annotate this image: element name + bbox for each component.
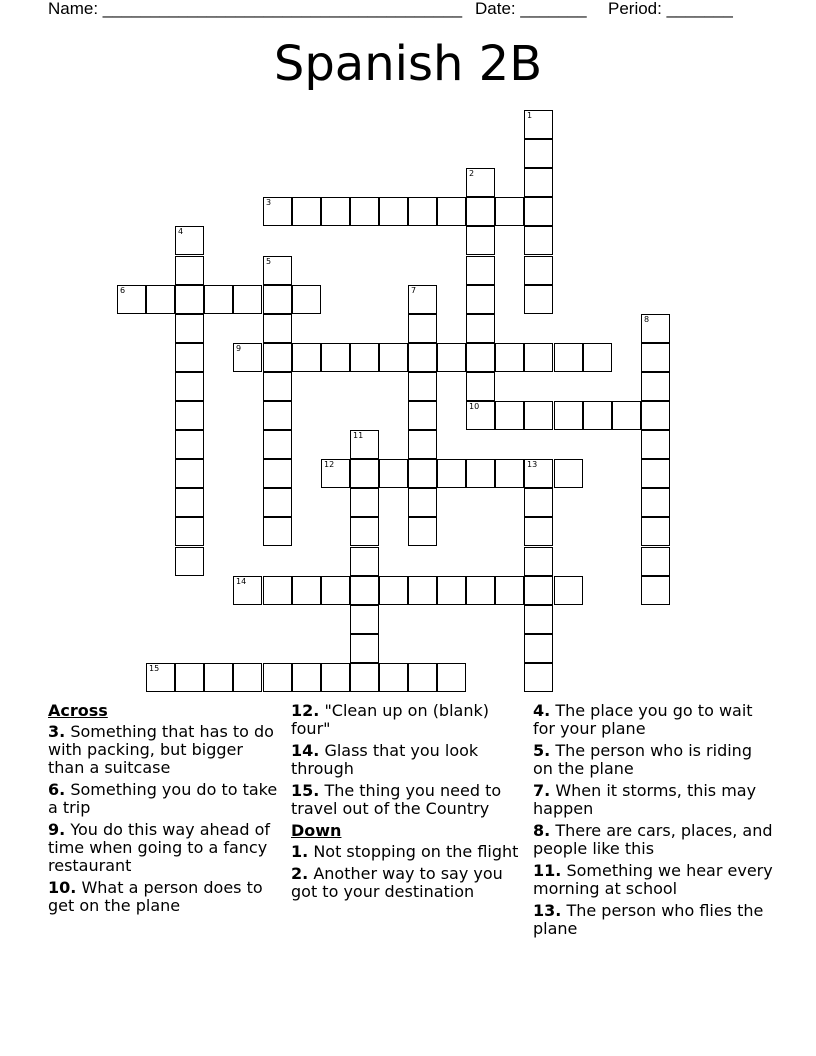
clue-down-1: 1. Not stopping on the flight (291, 842, 519, 861)
crossword-cell[interactable] (524, 139, 553, 168)
name-field[interactable]: Name: ______________________________________ (48, 0, 463, 18)
crossword-cell[interactable] (263, 576, 292, 605)
clue-number-label: 14 (236, 577, 247, 586)
crossword-cell[interactable] (466, 459, 495, 488)
crossword-cell[interactable] (554, 343, 583, 372)
crossword-cell[interactable] (263, 430, 292, 459)
crossword-cell[interactable] (263, 517, 292, 546)
crossword-cell[interactable] (146, 663, 175, 692)
crossword-cell[interactable] (175, 547, 204, 576)
crossword-cell[interactable] (641, 314, 670, 343)
clue-number-label: 6 (120, 286, 126, 295)
crossword-cell[interactable] (524, 663, 553, 692)
crossword-cell[interactable] (350, 663, 379, 692)
crossword-cell[interactable] (379, 459, 408, 488)
crossword-cell[interactable] (408, 517, 437, 546)
clue-down-11: 11. Something we hear every morning at school (533, 861, 773, 898)
crossword-cell[interactable] (350, 488, 379, 517)
clue-down-2: 2. Another way to say you got to your destination (291, 864, 503, 901)
crossword-cell[interactable] (495, 343, 524, 372)
clue-number-label: 13 (527, 460, 538, 469)
clue-number-label: 9 (236, 344, 242, 353)
crossword-cell[interactable] (408, 430, 437, 459)
clue-down-4: 4. The place you go to wait for your plane (533, 701, 753, 738)
clue-number-label: 15 (149, 664, 160, 673)
clue-across-9: 9. You do this way ahead of time when going to a fancy restaurant (48, 820, 270, 875)
crossword-cell[interactable] (524, 576, 553, 605)
crossword-cell[interactable] (524, 547, 553, 576)
crossword-cell[interactable] (321, 576, 350, 605)
crossword-cell[interactable] (408, 459, 437, 488)
clue-number-label: 2 (469, 169, 475, 178)
crossword-cell[interactable] (263, 459, 292, 488)
crossword-cell[interactable] (466, 372, 495, 401)
crossword-cell[interactable] (233, 663, 262, 692)
crossword-cell[interactable] (583, 343, 612, 372)
crossword-cell[interactable] (495, 459, 524, 488)
crossword-cell[interactable] (408, 314, 437, 343)
date-field[interactable]: Date: _______ (475, 0, 587, 18)
clue-across-3: 3. Something that has to do with packing, but bigger than a suitcase (48, 722, 274, 777)
crossword-cell[interactable] (641, 343, 670, 372)
clue-number-label: 8 (644, 315, 650, 324)
crossword-cell[interactable] (466, 256, 495, 285)
crossword-cell[interactable] (641, 430, 670, 459)
crossword-cell[interactable] (350, 343, 379, 372)
crossword-cell[interactable] (641, 576, 670, 605)
clue-across-15: 15. The thing you need to travel out of the Country (291, 781, 502, 818)
crossword-cell[interactable] (233, 285, 262, 314)
clue-number-label: 7 (411, 286, 417, 295)
crossword-cell[interactable] (495, 401, 524, 430)
crossword-cell[interactable] (175, 488, 204, 517)
crossword-cell[interactable] (350, 605, 379, 634)
crossword-cell[interactable] (321, 343, 350, 372)
crossword-cell[interactable] (146, 285, 175, 314)
clue-down-13: 13. The person who flies the plane (533, 901, 764, 938)
crossword-cell[interactable] (263, 663, 292, 692)
clue-column-3 (533, 702, 773, 942)
clue-down-8: 8. There are cars, places, and people like this (533, 821, 773, 858)
crossword-cell[interactable] (408, 663, 437, 692)
crossword-cell[interactable] (524, 168, 553, 197)
crossword-cell[interactable] (263, 256, 292, 285)
crossword-cell[interactable] (641, 488, 670, 517)
clue-number-label: 10 (469, 402, 480, 411)
crossword-cell[interactable] (175, 401, 204, 430)
crossword-cell[interactable] (175, 372, 204, 401)
crossword-cell[interactable] (583, 401, 612, 430)
crossword-cell[interactable] (263, 197, 292, 226)
crossword-cell[interactable] (524, 488, 553, 517)
crossword-cell[interactable] (524, 517, 553, 546)
crossword-cell[interactable] (437, 576, 466, 605)
period-field[interactable]: Period: _______ (608, 0, 733, 18)
clue-number-label: 3 (266, 198, 272, 207)
crossword-cell[interactable] (379, 343, 408, 372)
crossword-cell[interactable] (263, 401, 292, 430)
clue-number-label: 11 (353, 431, 364, 440)
crossword-cell[interactable] (408, 372, 437, 401)
crossword-cell[interactable] (321, 197, 350, 226)
crossword-cell[interactable] (175, 285, 204, 314)
crossword-cell[interactable] (641, 459, 670, 488)
crossword-cell[interactable] (554, 459, 583, 488)
crossword-cell[interactable] (408, 576, 437, 605)
crossword-cell[interactable] (437, 197, 466, 226)
crossword-cell[interactable] (350, 459, 379, 488)
crossword-cell[interactable] (466, 197, 495, 226)
crossword-cell[interactable] (466, 285, 495, 314)
crossword-cell[interactable] (612, 401, 641, 430)
crossword-cell[interactable] (175, 430, 204, 459)
crossword-cell[interactable] (321, 459, 350, 488)
crossword-cell[interactable] (408, 197, 437, 226)
across-heading: Across (48, 701, 108, 720)
crossword-cell[interactable] (524, 256, 553, 285)
page-title: Spanish 2B (273, 36, 543, 92)
crossword-cell[interactable] (175, 226, 204, 255)
crossword-cell[interactable] (524, 605, 553, 634)
clue-across-14: 14. Glass that you look through (291, 741, 479, 778)
crossword-cell[interactable] (524, 226, 553, 255)
clue-down-5: 5. The person who is riding on the plane (533, 741, 752, 778)
crossword-cell[interactable] (554, 401, 583, 430)
crossword-cell[interactable] (263, 488, 292, 517)
crossword-cell[interactable] (524, 285, 553, 314)
clue-number-label: 5 (266, 257, 272, 266)
crossword-cell[interactable] (233, 343, 262, 372)
crossword-cell[interactable] (495, 197, 524, 226)
crossword-cell[interactable] (263, 372, 292, 401)
crossword-cell[interactable] (466, 226, 495, 255)
crossword-cell[interactable] (292, 576, 321, 605)
crossword-cell[interactable] (175, 314, 204, 343)
crossword-cell[interactable] (204, 285, 233, 314)
crossword-cell[interactable] (263, 314, 292, 343)
crossword-cell[interactable] (641, 517, 670, 546)
crossword-cell[interactable] (408, 285, 437, 314)
clue-across-6: 6. Something you do to take a trip (48, 780, 278, 817)
down-heading: Down (291, 821, 342, 840)
crossword-cell[interactable] (292, 197, 321, 226)
crossword-cell[interactable] (524, 634, 553, 663)
crossword-cell[interactable] (350, 197, 379, 226)
clue-number-label: 12 (324, 460, 335, 469)
crossword-cell[interactable] (350, 517, 379, 546)
crossword-cell[interactable] (524, 343, 553, 372)
crossword-cell[interactable] (466, 401, 495, 430)
crossword-cell[interactable] (233, 576, 262, 605)
crossword-cell[interactable] (524, 459, 553, 488)
crossword-cell[interactable] (466, 343, 495, 372)
crossword-cell[interactable] (379, 663, 408, 692)
crossword-cell[interactable] (379, 197, 408, 226)
crossword-cell[interactable] (379, 576, 408, 605)
crossword-cell[interactable] (437, 343, 466, 372)
crossword-cell[interactable] (408, 488, 437, 517)
crossword-cell[interactable] (641, 401, 670, 430)
crossword-cell[interactable] (292, 663, 321, 692)
crossword-cell[interactable] (437, 663, 466, 692)
crossword-cell[interactable] (524, 197, 553, 226)
crossword-cell[interactable] (466, 168, 495, 197)
crossword-cell[interactable] (175, 663, 204, 692)
crossword-cell[interactable] (466, 314, 495, 343)
crossword-cell[interactable] (524, 110, 553, 139)
crossword-cell[interactable] (641, 547, 670, 576)
crossword-cell[interactable] (175, 256, 204, 285)
crossword-cell[interactable] (175, 459, 204, 488)
crossword-cell[interactable] (175, 517, 204, 546)
crossword-cell[interactable] (292, 285, 321, 314)
crossword-cell[interactable] (350, 547, 379, 576)
crossword-cell[interactable] (175, 343, 204, 372)
crossword-cell[interactable] (263, 343, 292, 372)
crossword-cell[interactable] (292, 343, 321, 372)
crossword-cell[interactable] (466, 576, 495, 605)
crossword-cell[interactable] (554, 576, 583, 605)
clue-across-10: 10. What a person does to get on the plane (48, 878, 263, 915)
crossword-cell[interactable] (350, 634, 379, 663)
crossword-cell[interactable] (524, 401, 553, 430)
clue-across-12: 12. "Clean up on (blank) four" (291, 701, 489, 738)
crossword-cell[interactable] (408, 401, 437, 430)
clue-down-7: 7. When it storms, this may happen (533, 781, 757, 818)
clue-number-label: 1 (527, 111, 533, 120)
crossword-cell[interactable] (350, 430, 379, 459)
clue-column-1 (48, 702, 283, 919)
crossword-cell[interactable] (321, 663, 350, 692)
crossword-cell[interactable] (117, 285, 146, 314)
crossword-cell[interactable] (641, 372, 670, 401)
crossword-cell[interactable] (263, 285, 292, 314)
crossword-cell[interactable] (495, 576, 524, 605)
clue-number-label: 4 (178, 227, 184, 236)
clue-column-2 (291, 702, 526, 905)
crossword-cell[interactable] (437, 459, 466, 488)
crossword-cell[interactable] (350, 576, 379, 605)
crossword-cell[interactable] (204, 663, 233, 692)
crossword-cell[interactable] (408, 343, 437, 372)
